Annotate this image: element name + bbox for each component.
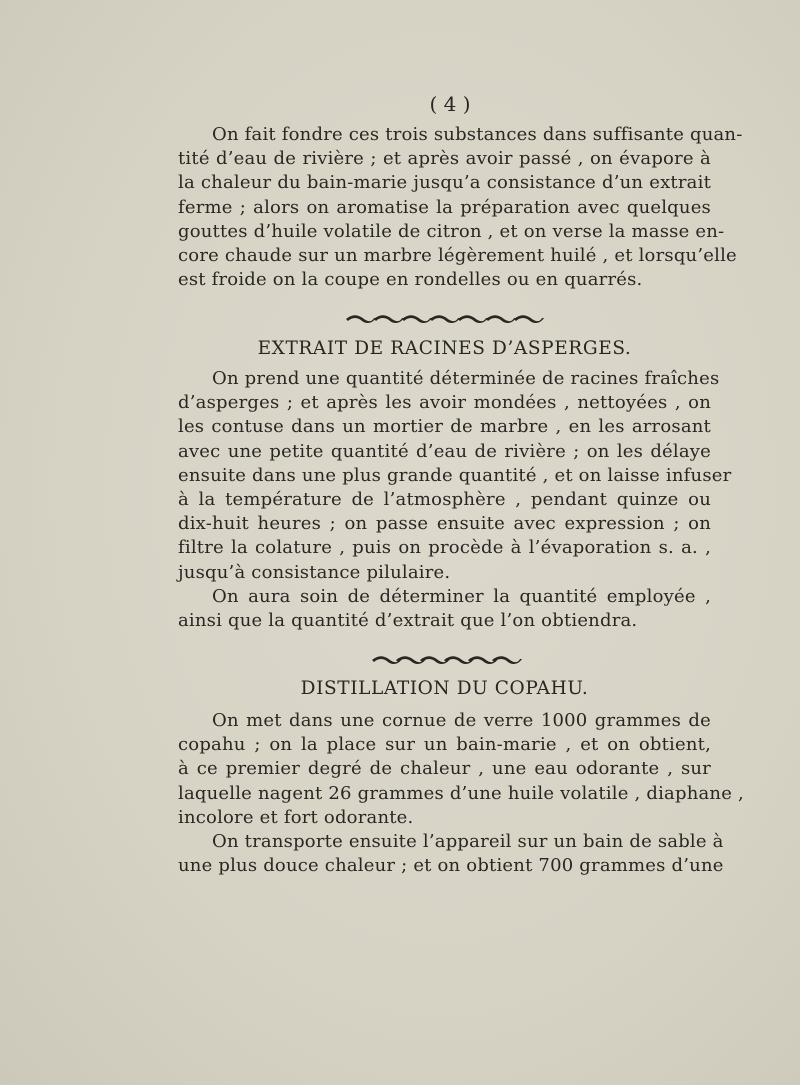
text-line: copahu ; on la place sur un bain-marie , et on obtient, bbox=[178, 734, 711, 756]
text-line: avec une petite quantité d’eau de rivière ; on les délaye bbox=[178, 440, 711, 462]
text-line: On prend une quantité déterminée de racines fraîches bbox=[212, 368, 720, 389]
text-line: la chaleur du bain-marie jusqu’a consistance d’un extrait bbox=[178, 172, 711, 194]
text-line: à la température de l’atmosphère , pendant quinze ou bbox=[178, 489, 711, 511]
paragraph-asperges bbox=[178, 367, 732, 633]
text-line: ferme ; alors on aromatise la préparation avec quelques bbox=[178, 196, 711, 218]
ornamental-divider bbox=[346, 312, 544, 326]
text-line: à ce premier degré de chaleur , une eau odorante , sur bbox=[178, 758, 711, 780]
text-line: tité d’eau de rivière ; et après avoir passé , on évapore à bbox=[178, 148, 711, 170]
section-heading-copahu: DISTILLATION DU COPAHU. bbox=[300, 678, 589, 699]
section-heading-asperges: EXTRAIT DE RACINES D’ASPERGES. bbox=[257, 338, 632, 359]
text-line: jusqu’à consistance pilulaire. bbox=[178, 561, 451, 583]
text-line: On aura soin de déterminer la quantité employée , bbox=[212, 585, 711, 607]
paragraph-copahu bbox=[178, 709, 744, 878]
page-number: ( 4 ) bbox=[429, 92, 471, 116]
text-line: d’asperges ; et après les avoir mondées , nettoyées , on bbox=[178, 392, 711, 414]
text-line: ensuite dans une plus grande quantité , et on laisse infuser bbox=[178, 464, 732, 486]
text-line: On transporte ensuite l’appareil sur un bain de sable à bbox=[212, 831, 724, 853]
text-line: gouttes d’huile volatile de citron , et on verse la masse en- bbox=[178, 220, 725, 242]
text-line: les contuse dans un mortier de marbre , en les arrosant bbox=[178, 416, 711, 438]
text-line: laquelle nagent 26 grammes d’une huile volatile , diaphane , bbox=[178, 782, 744, 804]
text-line: filtre la colature , puis on procède à l’évaporation s. a. , bbox=[178, 537, 711, 559]
text-line: incolore et fort odorante. bbox=[178, 806, 414, 828]
paragraph-intro bbox=[178, 123, 743, 292]
text-line: est froide on la coupe en rondelles ou en quarrés. bbox=[178, 269, 643, 291]
text-line: On fait fondre ces trois substances dans suffisante quan- bbox=[212, 124, 743, 145]
text-line: core chaude sur un marbre légèrement huilé , et lorsqu’elle bbox=[178, 245, 737, 267]
text-line: dix-huit heures ; on passe ensuite avec expression ; on bbox=[178, 513, 711, 535]
text-line: ainsi que la quantité d’extrait que l’on obtiendra. bbox=[178, 610, 638, 632]
text-line: On met dans une cornue de verre 1000 grammes de bbox=[212, 710, 711, 731]
ornamental-divider bbox=[372, 653, 522, 667]
text-line: une plus douce chaleur ; et on obtient 700 grammes d’une bbox=[178, 855, 724, 877]
